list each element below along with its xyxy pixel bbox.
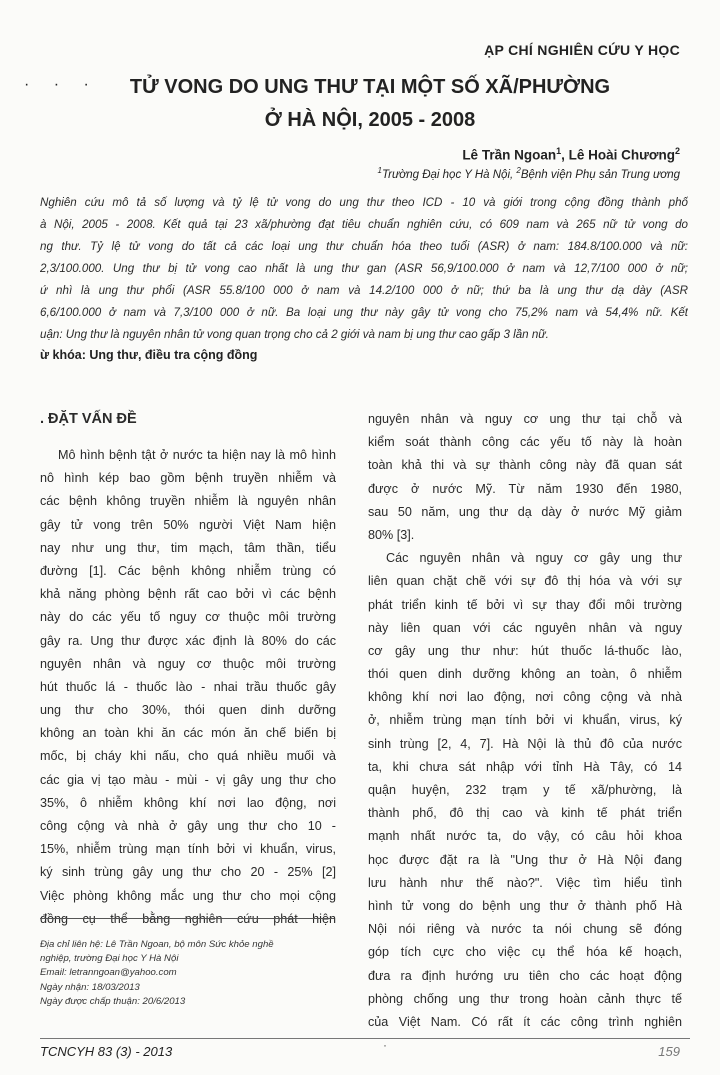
body-line: Các nguyên nhân và nguy cơ gây ung thư [386,551,682,566]
body-line: Việc phòng không mắc ung thư cho mọi cộng [40,888,336,903]
left-column-body [40,444,336,931]
body-line: sau 50 năm, ung thư dạ dày ở nước Mỹ giảm [368,504,682,519]
body-line: ở, nhiễm trùng mạn tính bởi vi khuẩn, virus, ký [368,713,682,728]
body-line: gây tử vong trên 50% người Việt Nam hiện [40,517,336,532]
affiliations [378,166,680,181]
footnote [40,938,274,1009]
author-name: Lê Hoài Chương [568,147,675,163]
journal-citation: TCNCYH 83 (3) - 2013 [40,1044,173,1059]
body-line: thành phố, đô thị cao và kinh tế phát triển [368,806,682,821]
author-separator: , [561,147,569,163]
body-line: ung thư cho 30%, thói quen dinh dưỡng [40,703,336,718]
right-column [368,408,682,1034]
body-line: công cộng và nhà ở gây ung thư cho 10 - [40,819,336,833]
body-line: ta, khi chưa sát nhập với tỉnh Hà Tây, có 14 [368,759,682,774]
body-line: liên quan chặt chẽ với sự đô thị hóa và với sự [368,574,682,589]
body-line: đồng cụ thể bằng nghiên cứu phát hiện [40,911,336,926]
body-line: mạnh nhất nước ta, do vậy, có câu hỏi khoa [368,829,682,844]
body-line: Nội nói riêng và nước ta nói chung sẽ đóng [368,922,682,937]
body-line: 15%, nhiễm trùng mạn tính bởi vi khuẩn, virus, [40,842,336,857]
body-line: 35%, ô nhiễm không khí nơi lao động, nơi [40,795,336,810]
page-number: 159 [658,1044,680,1059]
footer-rule [40,1038,690,1039]
body-line: 80% [3]. [368,527,415,542]
article-title-line-1: TỬ VONG DO UNG THƯ TẠI MỘT SỐ XÃ/PHƯỜNG [129,76,611,98]
footnote-line: Địa chỉ liên hệ: Lê Trần Ngoan, bộ môn Sức khỏe nghề [40,939,274,950]
body-line: cơ gây ung thư như: hút thuốc lá-thuốc lào, [368,643,682,658]
journal-header: ẠP CHÍ NGHIÊN CỨU Y HỌC [484,42,680,58]
body-line: không an toàn khi ăn các món ăn chế biến bị [40,726,336,741]
body-line: đưa ra định hướng ưu tiên cho các hoạt động [368,968,682,983]
footnote-rule [40,918,334,919]
body-line: đường [1]. Các bệnh không nhiễm trùng có [40,563,336,578]
body-line: nô hình kép bao gồm bệnh truyền nhiễm và [40,471,336,486]
footnote-line: nghiệp, trường Đại học Y Hà Nội [40,953,179,965]
abstract-line: ứ nhì là ung thư phổi (ASR 55.8/100 000 ở nam và 14.2/100 000 ở nữ; thứ ba là ung thư dạ dày (ASR [40,284,688,297]
keywords: ừ khóa: Ung thư, điều tra cộng đồng [40,348,258,362]
body-line: quận huyện, 232 trạm y tế xã/phường, là [368,783,682,797]
author-name: Lê Trần Ngoan [462,147,557,163]
body-line: sinh trùng [2, 4, 7]. Hà Nội là thủ đô của nước [368,736,682,751]
body-line: mốc, bị cháy khi nấu, cho quá nhiều muối và [40,749,336,764]
body-line: phòng chống ung thư trong hoàn cảnh thực tế [368,991,682,1006]
body-line: được ở nước Mỹ. Từ năm 1930 đến 1980, [368,481,682,496]
body-line: không khí nơi lao động, nơi công cộng và nhà [368,690,682,705]
abstract-line: ng thư. Tỷ lệ tử vong do tất cả các loại ung thư chuẩn hóa theo tuổi (ASR) ở nam: 184.8/100.000 và nữ: [40,240,688,253]
author-sup: 1 [556,146,562,156]
footer-mark: · [383,1038,387,1052]
abstract-line: 2,3/100.000. Ung thư bị tử vong cao nhất là ung thư gan (ASR 56,9/100.000 ở nam và 12,7/100 000 ở nữ; [40,262,688,275]
footnote-email: Email: letranngoan@yahoo.com [40,967,177,979]
footnote-line: Ngày nhận: 18/03/2013 [40,981,140,993]
abstract [40,192,688,346]
affil-sup: 1 [377,166,382,175]
abstract-line: 6,6/100.000 ở nam và 7,3/100 000 ở nữ. Ba loại ung thư này gây tử vong cho 75,2% nam và 54,4% nữ. Kết [40,306,688,319]
body-line: phát triển kinh tế bởi vì sự thay đổi môi trường [368,597,682,612]
footnote-line: Ngày được chấp thuận: 20/6/2013 [40,995,186,1007]
body-line: khả năng phòng bệnh rất cao bởi vì các bệnh [40,587,336,602]
body-line: nay như ung thư, tim mạch, tâm thần, tiểu [40,540,336,555]
body-line: Mô hình bệnh tật ở nước ta hiện nay là mô hình [58,448,336,462]
abstract-line: Nghiên cứu mô tả số lượng và tỷ lệ tử vong do ung thư theo ICD - 10 và giới trong cộng đồng thành phố [40,196,688,209]
left-column [40,404,336,931]
affil-sup: 2 [516,166,521,175]
affil-text: Trường Đại học Y Hà Nội, [381,168,517,181]
body-line: toàn khả thi và sự thành công này đã quan sát [368,458,682,473]
author-sup: 2 [674,146,680,156]
body-line: gây ra. Ung thư được xác định là 80% do các [40,633,336,648]
body-line: của Việt Nam. Có rất ít các công trình nghiên [368,1014,682,1029]
body-line: nguyên nhân và nguy cơ ung thư tại chỗ và [368,412,682,426]
body-line: thói quen dinh dưỡng không an toàn, ô nhiễm [368,667,682,682]
body-line: các bệnh không truyền nhiễm là nguyên nhân [40,494,336,509]
body-line: góp tích cực cho việc cụ thể hóa kế hoạch, [368,945,682,960]
body-line: hình tử vong do bệnh ung thư ở thành phố Hà [368,898,682,913]
body-line: kiểm soát thành công các yếu tố này là hoàn [368,435,682,450]
body-line: này do các yếu tố nguy cơ thuộc môi trường [40,610,336,625]
body-line: hút thuốc lá - thuốc lào - nhai trầu thuốc gây [40,679,336,694]
body-line: ký sinh trùng gây ung thư cho 20 - 25% [2] [40,865,336,880]
author-list [462,146,680,163]
affil-text: Bệnh viện Phụ sản Trung ương [520,168,680,181]
body-line: này liên quan với các nguyên nhân và nguy [368,620,682,635]
abstract-line: à Nội, 2005 - 2008. Kết quả tại 23 xã/phường đạt tiêu chuẩn nghiên cứu, có 609 nam và 265 nữ tử vong do [40,218,688,231]
title-dots: · · · [24,76,99,93]
abstract-line: uận: Ung thư là nguyên nhân tử vong quan trọng cho cả 2 giới và nam bị ung thư cao gấp 3 lần nữ. [40,328,549,341]
body-line: học được đặt ra là "Ung thư ở Hà Nội đang [368,852,682,867]
body-line: các gia vị tạo màu - mùi - vị gây ung thư cho [40,772,336,787]
body-line: nguyên nhân và nguy cơ thuộc môi trường [40,656,336,671]
section-heading: . ĐẶT VẤN ĐỀ [40,411,137,427]
article-title-line-2: Ở HÀ NỘI, 2005 - 2008 [264,109,476,131]
body-line: lưu hành như thế nào?". Việc tìm hiểu tình [368,875,682,890]
